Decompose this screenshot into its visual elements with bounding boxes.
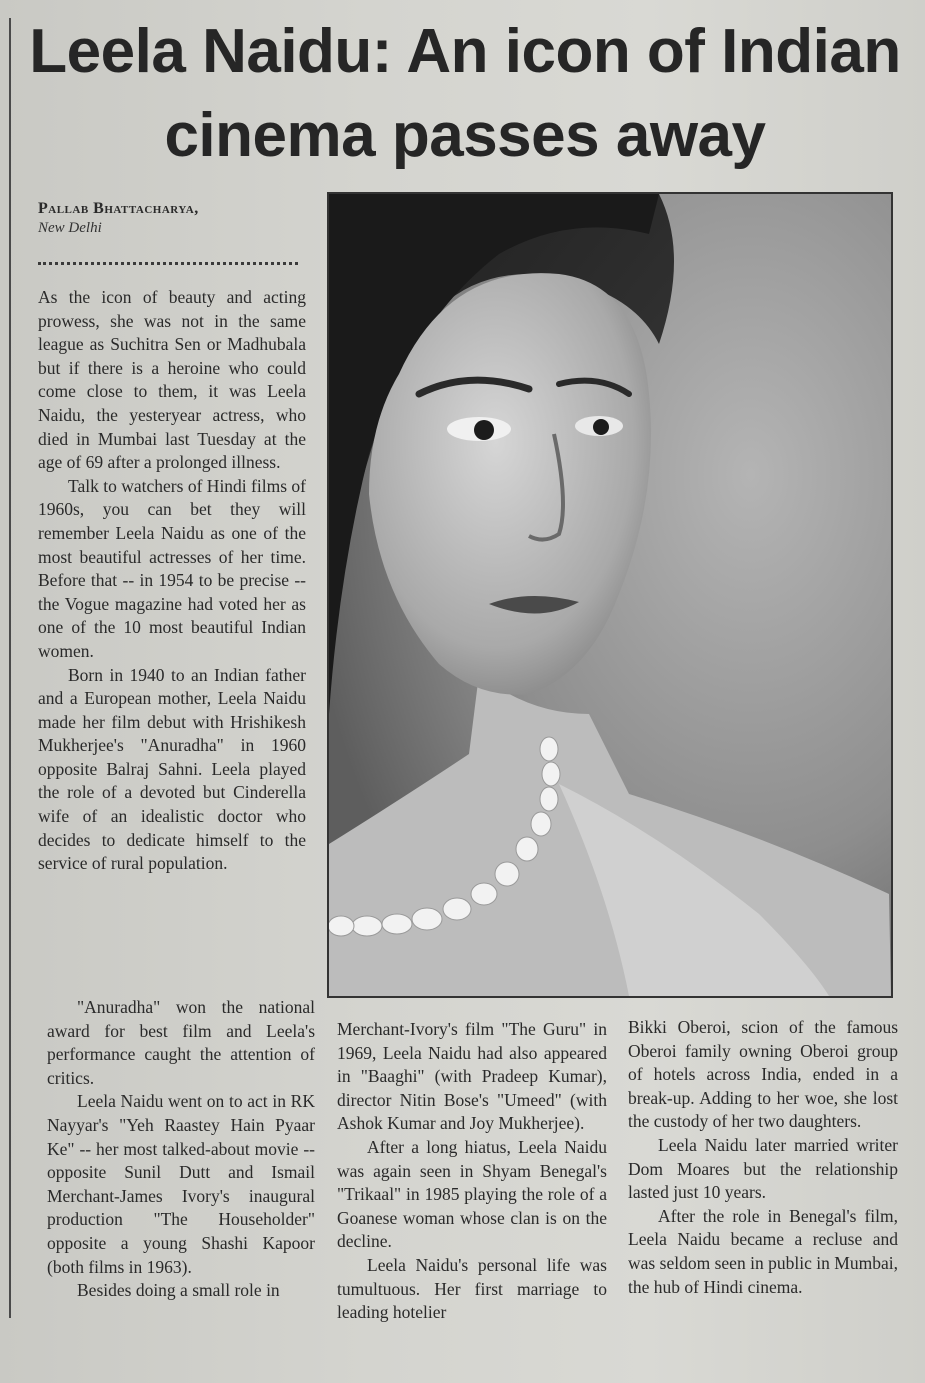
byline-divider bbox=[38, 262, 298, 265]
article-column-1-continued bbox=[47, 996, 315, 1303]
paragraph: Talk to watchers of Hindi films of 1960s, you can bet they will remember Leela Naidu as one of the most beautiful actresses of her time. Before that -- in 1954 to be precise -- the Vogue magazine had voted her as one of the 10 most beautiful Indian women. bbox=[38, 475, 306, 661]
paragraph: "Anuradha" won the national award for best film and Leela's performance caught the attention of critics. bbox=[47, 997, 315, 1088]
paragraph: After the role in Benegal's film, Leela Naidu became a recluse and was seldom seen in public in Mumbai, the hub of Hindi cinema. bbox=[628, 1205, 898, 1297]
paragraph: Merchant-Ivory's film "The Guru" in 1969, Leela Naidu had also appeared in "Baaghi" (with Pradeep Kumar), director Nitin Bose's "Umeed" (with Ashok Kumar and Joy Mukherjee). bbox=[337, 1019, 607, 1134]
byline-author: Pallab Bhattacharya, bbox=[38, 200, 199, 217]
portrait-photo bbox=[327, 192, 893, 998]
portrait-illustration bbox=[329, 194, 891, 996]
paragraph: Besides doing a small role in bbox=[77, 1280, 280, 1301]
headline: Leela Naidu: An icon of Indian cinema passes away bbox=[29, 17, 901, 170]
column-rule bbox=[9, 18, 11, 1318]
paragraph: Born in 1940 to an Indian father and a European mother, Leela Naidu made her film debut with Hrishikesh Mukherjee's "Anuradha" in 1960 opposite Balraj Sahni. Leela played the role of a devoted but Cinderella wife of an idealistic doctor who decides to dedicate himself to the service of rural population. bbox=[38, 664, 306, 874]
byline bbox=[38, 200, 308, 237]
byline-place: New Delhi bbox=[38, 220, 102, 236]
article-column-1 bbox=[38, 286, 306, 876]
paragraph: After a long hiatus, Leela Naidu was again seen in Shyam Benegal's "Trikaal" in 1985 playing the role of a Goanese woman whose clan is on the decline. bbox=[337, 1136, 607, 1252]
paragraph: Leela Naidu later married writer Dom Moares but the relationship lasted just 10 years. bbox=[628, 1134, 898, 1203]
article-column-3 bbox=[628, 1016, 898, 1299]
paragraph: As the icon of beauty and acting prowess, she was not in the same league as Suchitra Sen or Madhubala but if there is a heroine who could come close to them, it was Leela Naidu, the yesteryear actress, who died in Mumbai last Tuesday at the age of 69 after a prolonged illness. bbox=[38, 287, 306, 473]
paragraph: Leela Naidu's personal life was tumultuous. Her first marriage to leading hotelier bbox=[337, 1254, 607, 1323]
paragraph: Leela Naidu went on to act in RK Nayyar's "Yeh Raastey Hain Pyaar Ke" -- her most talked-about movie -- opposite Sunil Dutt and Ismail Merchant-James Ivory's inaugural production "The Householder" opposite a young Shashi Kapoor (both films in 1963). bbox=[47, 1091, 315, 1277]
article-column-2 bbox=[337, 1018, 607, 1325]
paragraph: Bikki Oberoi, scion of the famous Oberoi family owning Oberoi group of hotels across India, ended in a break-up. Adding to her woe, she lost the custody of her two daughters. bbox=[628, 1017, 898, 1132]
